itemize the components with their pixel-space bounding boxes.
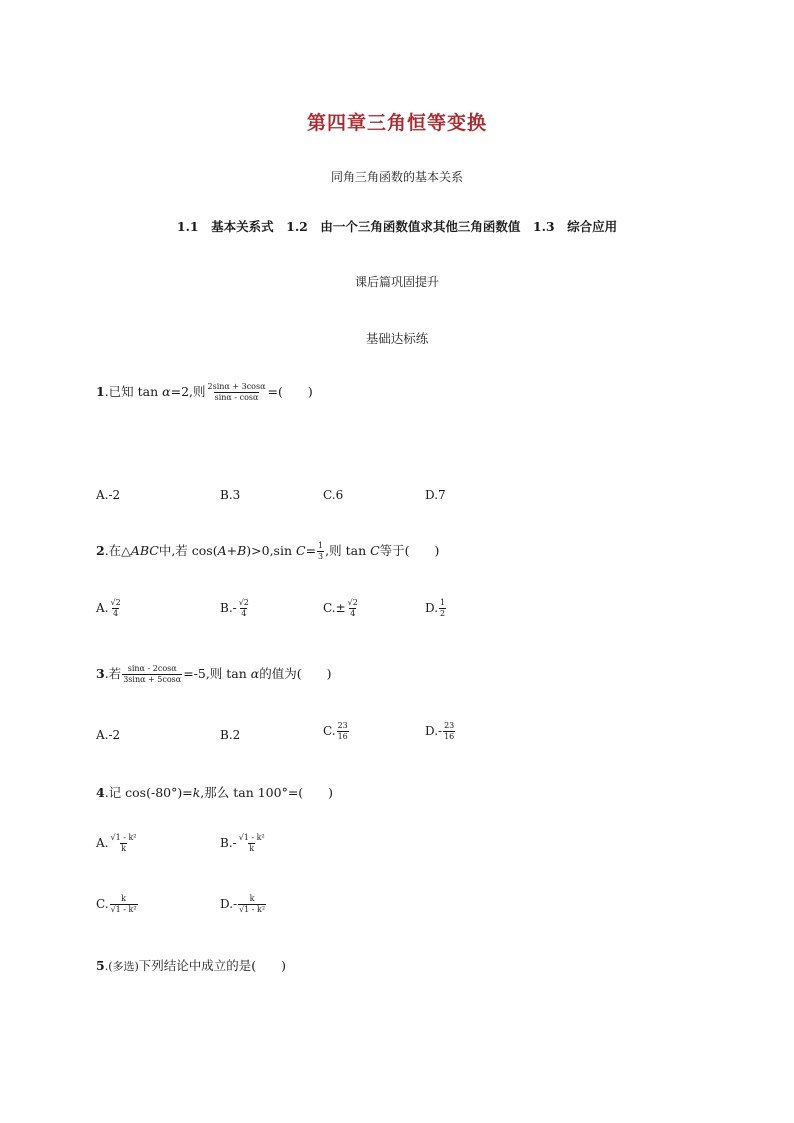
question-5	[96, 956, 286, 974]
question-1	[96, 382, 313, 402]
question-text: 等于( )	[379, 543, 440, 558]
question-4	[96, 783, 333, 801]
part-title: 课后篇巩固提升	[354, 275, 439, 289]
fraction-numerator: k	[249, 894, 255, 903]
fraction-denominator: 2	[440, 609, 446, 618]
fraction-denominator: 16	[337, 732, 348, 741]
fraction-denominator: 3	[318, 552, 324, 561]
fraction-numerator: 1	[318, 541, 324, 550]
question-number: 2	[96, 543, 105, 558]
question-text: ,则 tan	[325, 543, 371, 558]
option-label: D.-	[425, 724, 443, 738]
option-d[interactable]	[220, 895, 267, 914]
option-c[interactable]	[323, 599, 360, 618]
fraction-denominator: k	[121, 844, 126, 853]
math-var: ABC	[130, 543, 159, 558]
option-b[interactable]	[220, 834, 267, 853]
option-a[interactable]: A.-2	[96, 488, 121, 502]
fraction	[337, 722, 349, 741]
fraction	[207, 383, 267, 402]
fraction	[443, 722, 455, 741]
question-text: 的值为( )	[259, 666, 332, 681]
question-number: 1	[96, 384, 105, 399]
fraction-numerator: 1	[440, 598, 446, 607]
subsection-title: 1.1 基本关系式 1.2 由一个三角函数值求其他三角函数值 1.3 综合应用	[176, 219, 618, 234]
question-number: 4	[96, 785, 105, 800]
fraction-denominator: sinα - cosα	[214, 393, 259, 402]
option-label: B.-	[220, 836, 237, 850]
fraction	[110, 895, 138, 914]
option-label: A.	[96, 836, 109, 850]
option-b[interactable]	[220, 599, 251, 618]
question-text: ,那么 tan 100°=( )	[200, 785, 334, 800]
fraction-numerator: √2	[110, 598, 121, 607]
question-text: =( )	[267, 384, 313, 399]
math-var: A+B	[217, 543, 247, 558]
question-text: 中,若 cos(	[158, 543, 218, 558]
math-var: α	[250, 666, 260, 681]
multi-select-tag: .(多选)	[104, 960, 139, 973]
fraction-denominator: k	[249, 844, 255, 853]
fraction	[238, 834, 266, 853]
option-label: C.	[96, 897, 109, 911]
question-text: =2,则	[170, 384, 206, 399]
option-label: A.	[96, 601, 109, 615]
option-label: A.-2	[96, 728, 121, 742]
fraction-denominator: √1 - k²	[110, 905, 137, 914]
chapter-title: 第四章三角恒等变换	[306, 112, 487, 134]
option-label: C.	[323, 724, 336, 738]
fraction-denominator: 4	[113, 609, 119, 618]
fraction	[122, 665, 182, 684]
question-3	[96, 664, 332, 684]
option-label: C.	[323, 601, 336, 615]
option-label: B.2	[220, 728, 241, 742]
fraction-numerator: √2	[238, 598, 249, 607]
option-label: B.	[220, 601, 233, 615]
fraction-denominator: 16	[444, 732, 455, 741]
fraction	[317, 542, 324, 561]
option-b[interactable]	[220, 728, 240, 742]
question-number: 3	[96, 666, 105, 681]
fraction-denominator: 4	[241, 609, 247, 618]
question-text: =	[305, 543, 317, 558]
option-d[interactable]	[425, 599, 447, 618]
level-title: 基础达标练	[365, 331, 429, 346]
question-text: )>0,sin	[246, 543, 296, 558]
math-var: α	[162, 384, 171, 399]
question-text: .若	[104, 666, 122, 681]
question-text: .已知 tan	[104, 384, 163, 399]
section-title: 同角三角函数的基本关系	[330, 170, 463, 184]
fraction-numerator: sinα - 2cosα	[127, 664, 177, 673]
fraction-numerator: 23	[444, 721, 455, 730]
fraction-numerator: k	[121, 894, 127, 903]
fraction	[238, 895, 266, 914]
option-sign: ±	[335, 601, 346, 615]
fraction	[439, 599, 446, 618]
math-var: k	[192, 785, 201, 800]
fraction-numerator: 23	[337, 721, 348, 730]
fraction-numerator: 2sinα + 3cosα	[207, 382, 266, 391]
question-number: 5	[96, 958, 105, 973]
option-b[interactable]: B.3	[220, 488, 241, 502]
math-var: C	[370, 543, 380, 558]
question-text: =-5,则 tan	[183, 666, 251, 681]
math-var: C	[295, 543, 306, 558]
fraction-numerator: √1 - k²	[110, 833, 137, 842]
fraction	[109, 834, 137, 853]
option-sign: -	[232, 601, 237, 615]
option-a[interactable]	[96, 728, 120, 742]
fraction	[109, 599, 121, 618]
option-c[interactable]	[96, 895, 139, 914]
option-a[interactable]	[96, 599, 123, 618]
fraction	[347, 599, 359, 618]
option-a[interactable]	[96, 834, 139, 853]
question-text: .在△	[104, 543, 131, 558]
fraction-denominator: √1 - k²	[239, 905, 266, 914]
fraction-denominator: 3sinα + 5cosα	[123, 675, 182, 684]
fraction	[238, 599, 250, 618]
option-label: D.	[425, 601, 439, 615]
question-text: 下列结论中成立的是( )	[138, 958, 287, 973]
fraction-numerator: √2	[347, 598, 358, 607]
option-d[interactable]: D.7	[425, 488, 446, 502]
option-c[interactable]	[323, 722, 350, 741]
fraction-denominator: 4	[350, 609, 356, 618]
option-d[interactable]	[425, 722, 456, 741]
option-label: D.-	[220, 897, 238, 911]
question-text: .记 cos(-80°)=	[104, 785, 193, 800]
question-2	[96, 541, 439, 561]
fraction-numerator: √1 - k²	[238, 833, 265, 842]
option-c[interactable]: C.6	[323, 488, 344, 502]
